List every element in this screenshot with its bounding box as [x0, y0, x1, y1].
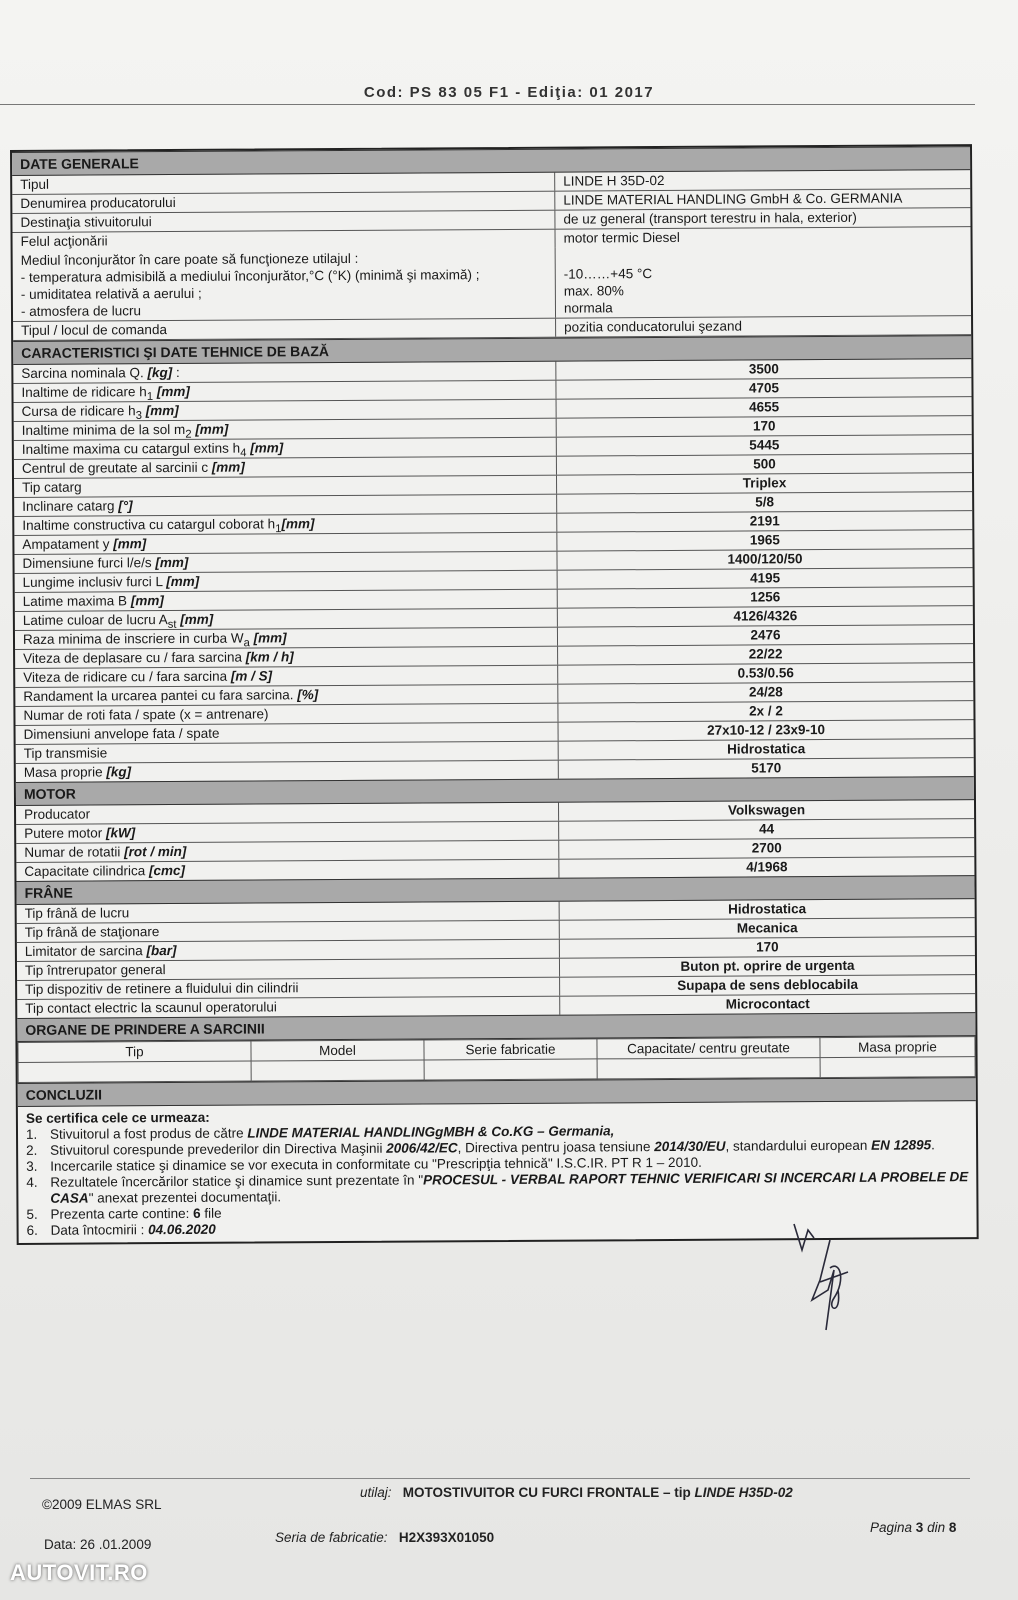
specs-label [16, 723, 559, 744]
specs-value: 27x10-12 / 23x9-10 [707, 722, 826, 738]
label-text: Raza minima de inscriere in curba W [22, 630, 244, 647]
label-unit: [kW] [105, 825, 136, 841]
label-unit: [kg] [147, 365, 173, 381]
label-unit: [mm] [281, 516, 315, 532]
motor-rows [16, 800, 974, 881]
specs-label [16, 742, 559, 763]
organs-col-mass: Masa proprie [820, 1037, 975, 1058]
organs-cell [251, 1060, 424, 1081]
label-text: Numar de rotatii [24, 844, 125, 860]
general-label: Tipul [12, 173, 555, 194]
organs-cell [424, 1059, 597, 1080]
item-text: Incercarile statice şi dinamice se vor executa in conformitate cu "Prescripţia tehnică" I.S.C.IR. PT R 1 – 2010. [50, 1154, 702, 1174]
specs-label [14, 457, 557, 478]
label-text: Producator [24, 806, 91, 822]
label-text: Latime maxima B [22, 593, 131, 609]
label-text: Tip frână de lucru [24, 905, 130, 921]
footer-utilaj [360, 1485, 793, 1500]
item-number: 3. [26, 1158, 38, 1174]
general-label: Destinaţia stivuitorului [12, 211, 555, 232]
item-number: 1. [25, 1126, 38, 1142]
brakes-label [17, 921, 560, 942]
specs-value: 5170 [751, 760, 782, 776]
env-label-1: Mediul înconjurător în care poate să funcţioneze utilajul : [20, 250, 359, 268]
label-text: Tip dispozitiv de retinere a fluidului din cilindrii [25, 980, 299, 997]
specs-value: 1965 [749, 532, 780, 548]
label-unit: [mm] [153, 383, 190, 400]
label-unit: [mm] [246, 440, 284, 456]
label-text: Inaltime maxima cu catargul extins h [21, 440, 241, 457]
label-text: Dimensiuni anvelope fata / spate [23, 725, 220, 742]
header-divider [0, 104, 975, 105]
spec-rows [13, 359, 974, 782]
motor-value: Volkswagen [727, 802, 806, 818]
organs-col-model: Model [251, 1040, 424, 1061]
item-text-emphasis: LINDE MATERIAL HANDLINGgMBH & Co.KG – Germania, [247, 1123, 615, 1141]
specs-label [14, 514, 557, 535]
autovit-watermark: AUTOVIT.RO [10, 1560, 148, 1585]
motor-label [16, 822, 559, 843]
brakes-label [17, 902, 560, 923]
brakes-value: Supapa de sens deblocabila [677, 976, 859, 993]
section-motor-title: MOTOR [16, 776, 974, 806]
specs-value: 5/8 [755, 494, 775, 510]
signature [790, 1220, 860, 1340]
specs-value: 2x / 2 [749, 703, 783, 719]
specs-label [15, 590, 558, 611]
label-text: Cursa de ridicare h [21, 403, 136, 419]
item-text-part: " anexat prezentei documentaţii. [88, 1189, 282, 1206]
item-text-emphasis: 2014/30/EU [654, 1138, 726, 1155]
motor-label [16, 860, 559, 881]
general-value: LINDE H 35D-02 [563, 173, 665, 189]
label-unit: [km / h] [245, 649, 294, 665]
label-text: Lungime inclusiv furci L [22, 574, 167, 590]
brakes-label [17, 940, 560, 961]
label-text: Tip contact electric la scaunul operatorului [25, 999, 277, 1016]
footer-serie [275, 1530, 494, 1545]
specs-value: 3500 [748, 361, 779, 377]
section-organs-title: ORGANE DE PRINDERE A SARCINII [17, 1012, 975, 1042]
brakes-value: Microcontact [725, 996, 810, 1012]
organs-cell [18, 1061, 251, 1082]
item-text-part: Rezultatele încercărilor statice şi dinamice sunt prezentate în " [50, 1172, 424, 1190]
organs-table [17, 1036, 975, 1083]
item-number: 4. [26, 1174, 38, 1190]
item-text-part: , Directiva pentru joasa tensiune [457, 1139, 655, 1156]
specs-label [13, 362, 556, 383]
motor-label [16, 841, 559, 862]
label-subscript: 1 [146, 390, 154, 403]
general-label: Denumirea producatorului [12, 192, 555, 213]
general-env-row [13, 245, 971, 322]
general-rows [12, 170, 970, 251]
control-label: Tipul / locul de comanda [13, 319, 556, 340]
section-specs-title: CARACTERISTICI ŞI DATE TEHNICE DE BAZĂ [13, 335, 971, 365]
footer-date: Data: 26 .01.2009 [44, 1537, 152, 1552]
footer-divider [30, 1478, 970, 1479]
specs-value: 4126/4326 [733, 608, 798, 624]
item-text-emphasis: 2006/42/EC [386, 1140, 458, 1156]
label-text: Tip catarg [22, 479, 82, 495]
specs-value: 0.53/0.56 [737, 665, 794, 681]
brakes-value: Buton pt. oprire de urgenta [680, 957, 855, 974]
section-brakes-title: FRÂNE [16, 875, 974, 905]
item-text-part: Prezenta carte contine: [50, 1205, 194, 1222]
item-text-part: , standardului european [725, 1137, 872, 1154]
label-unit: [bar] [146, 942, 177, 959]
utilaj-value: MOTOSTIVUITOR CU FURCI FRONTALE – tip [402, 1485, 695, 1500]
item-text-part: . [931, 1137, 935, 1153]
specs-label [13, 381, 556, 402]
specs-label [14, 400, 557, 421]
general-label: Felul acţionării [13, 230, 556, 251]
organs-cell [820, 1057, 975, 1078]
specs-value: Hidrostatica [727, 741, 806, 757]
brakes-value: 170 [756, 939, 779, 955]
specs-label [14, 533, 557, 554]
label-unit: [mm] [166, 573, 200, 590]
organs-col-tip: Tip [18, 1041, 251, 1062]
specs-value: 500 [753, 456, 776, 472]
label-tail: : [172, 364, 180, 381]
label-text: Numar de roti fata / spate (x = antrenare) [23, 706, 269, 723]
footer-page [870, 1520, 956, 1535]
item-text-emphasis: 04.06.2020 [148, 1221, 216, 1238]
label-text: Inclinare catarg [22, 498, 119, 514]
specs-label [14, 552, 557, 573]
label-subscript: 4 [240, 447, 247, 460]
label-text: Viteza de ridicare cu / fara sarcina [23, 668, 231, 685]
label-text: Ampatament y [22, 536, 114, 552]
specs-value: 4655 [749, 399, 780, 415]
specs-label [15, 571, 558, 592]
specs-label [15, 628, 558, 649]
specs-label [15, 704, 558, 725]
motor-value: 44 [759, 821, 775, 837]
brakes-label [17, 997, 560, 1018]
label-text: Inaltime minima de la sol m [21, 421, 186, 438]
specs-label [15, 647, 558, 668]
footer-copyright: ©2009 ELMAS SRL [42, 1497, 162, 1512]
specs-label [15, 666, 558, 687]
label-text: Tip întrerupator general [24, 962, 166, 978]
label-subscript: 1 [275, 523, 282, 536]
label-text: Inaltime de ridicare h [21, 384, 147, 400]
organs-col-serie: Serie fabricatie [424, 1039, 597, 1060]
item-number: 2. [26, 1142, 38, 1158]
item-text-part: file [200, 1205, 222, 1221]
utilaj-label: utilaj: [360, 1485, 392, 1500]
label-unit: [mm] [249, 630, 287, 646]
specs-label [15, 609, 558, 630]
label-subscript: st [167, 618, 177, 631]
item-text-part: Stivuitorul a fost produs de către [49, 1125, 248, 1142]
specs-value: 5445 [749, 437, 780, 453]
specs-value: 2476 [750, 627, 781, 643]
label-text: Putere motor [24, 825, 107, 841]
label-unit: [mm] [211, 459, 245, 475]
env-labels [13, 248, 556, 321]
label-text: Capacitate cilindrica [24, 863, 150, 879]
label-text: Viteza de deplasare cu / fara sarcina [23, 649, 246, 666]
specs-value: 170 [752, 418, 776, 434]
section-conclusions-title: CONCLUZII [18, 1077, 976, 1107]
label-subscript: 3 [135, 409, 142, 422]
item-text-emphasis: 6 [193, 1205, 201, 1221]
item-number: 6. [26, 1222, 38, 1238]
label-unit: [cmc] [148, 862, 186, 879]
spec-form [10, 144, 979, 1245]
specs-label [14, 419, 557, 440]
label-unit: [°] [118, 498, 133, 514]
motor-value: 4/1968 [746, 859, 788, 875]
label-subscript: a [243, 637, 250, 650]
label-text: Tip transmisie [23, 745, 108, 761]
label-unit: [mm] [113, 536, 147, 552]
env-value-humidity: max. 80% [563, 283, 624, 299]
label-unit: [mm] [176, 611, 214, 627]
specs-label [14, 495, 557, 516]
specs-value: 22/22 [748, 646, 783, 662]
organs-cell [597, 1058, 820, 1079]
item-text-part: Stivuitorul corespunde prevederilor din Directiva Maşinii [50, 1140, 387, 1158]
specs-value: 24/28 [748, 684, 783, 700]
label-unit: [mm] [191, 421, 229, 437]
specs-label [14, 438, 557, 459]
item-text-emphasis: PROCESUL - VERBAL RAPORT TEHNIC VERIFICARI SI INCERCARI LA PROBELE DE CASA [50, 1169, 969, 1206]
page-mid: din [923, 1520, 949, 1535]
item-text-emphasis: EN 12895 [871, 1137, 932, 1153]
label-text: Masa proprie [23, 764, 107, 780]
brakes-value: Mecanica [736, 920, 798, 936]
motor-label [16, 803, 559, 824]
label-subscript: 2 [185, 428, 192, 441]
label-unit: [m / S] [230, 668, 273, 684]
general-value: LINDE MATERIAL HANDLING GmbH & Co. GERMANIA [563, 190, 903, 208]
specs-value: 4195 [750, 570, 781, 586]
brake-rows [17, 899, 976, 1018]
label-text: Latime culoar de lucru A [22, 612, 168, 628]
document-code: Cod: PS 83 05 F1 - Ediţia: 01 2017 [363, 84, 655, 101]
brakes-value: Hidrostatica [728, 901, 807, 917]
control-value: pozitia conducatorului şezand [564, 318, 743, 335]
page-prefix: Pagina [870, 1520, 916, 1535]
label-unit: [%] [297, 687, 319, 703]
page-total: 8 [948, 1520, 957, 1535]
utilaj-type: LINDE H35D-02 [694, 1485, 793, 1500]
specs-value: 4705 [748, 380, 780, 396]
specs-value: 2191 [749, 513, 780, 529]
label-text: Inaltime constructiva cu catargul coborat h [22, 516, 276, 533]
label-text: Sarcina nominala Q. [21, 365, 148, 381]
label-text: Dimensiune furci l/e/s [22, 555, 156, 571]
brakes-label [17, 978, 560, 999]
label-text: Tip frână de staţionare [24, 924, 160, 940]
serie-label: Seria de fabricatie: [275, 1530, 388, 1545]
general-value: motor termic Diesel [563, 229, 680, 246]
label-text: Limitator de sarcina [24, 943, 147, 959]
item-number: 5. [26, 1206, 38, 1222]
env-values [556, 245, 971, 318]
organs-col-capacity: Capacitate/ centru greutate [597, 1038, 820, 1059]
page-number: 3 [915, 1520, 924, 1535]
item-text-part: Data întocmirii : [50, 1222, 149, 1238]
brakes-label [17, 959, 560, 980]
label-unit: [mm] [130, 593, 164, 609]
section-general-title: DATE GENERALE [12, 146, 970, 176]
specs-label [15, 685, 558, 706]
env-label-2: - temperatura admisibilă a mediului înconjurător,°C (°K) (minimă şi maximă) ; [20, 267, 480, 285]
specs-value: Triplex [742, 475, 787, 491]
specs-value: 1400/120/50 [727, 551, 803, 567]
specs-label [16, 761, 559, 782]
conclusions-lead: Se certifica cele ce urmeaza: [25, 1109, 210, 1126]
label-text: Centrul de greutate al sarcinii c [21, 459, 212, 476]
label-unit: [kg] [106, 764, 132, 780]
label-text: Randament la urcarea pantei cu fara sarcina. [23, 687, 298, 704]
label-unit: [mm] [141, 402, 179, 419]
general-value: de uz general (transport terestru in hala, exterior) [563, 209, 857, 227]
label-unit: [mm] [155, 554, 189, 571]
env-value-temp: -10……+45 °C [563, 266, 653, 282]
motor-value: 2700 [751, 840, 782, 856]
env-label-3: - umiditatea relativă a aerului ; [20, 285, 202, 302]
label-unit: [rot / min] [124, 843, 187, 860]
env-label-4: - atmosfera de lucru [20, 303, 142, 319]
env-value-atmosphere: normala [563, 300, 613, 316]
specs-label [14, 476, 557, 497]
specs-value: 1256 [750, 589, 781, 605]
serie-value: H2X393X01050 [398, 1530, 495, 1545]
